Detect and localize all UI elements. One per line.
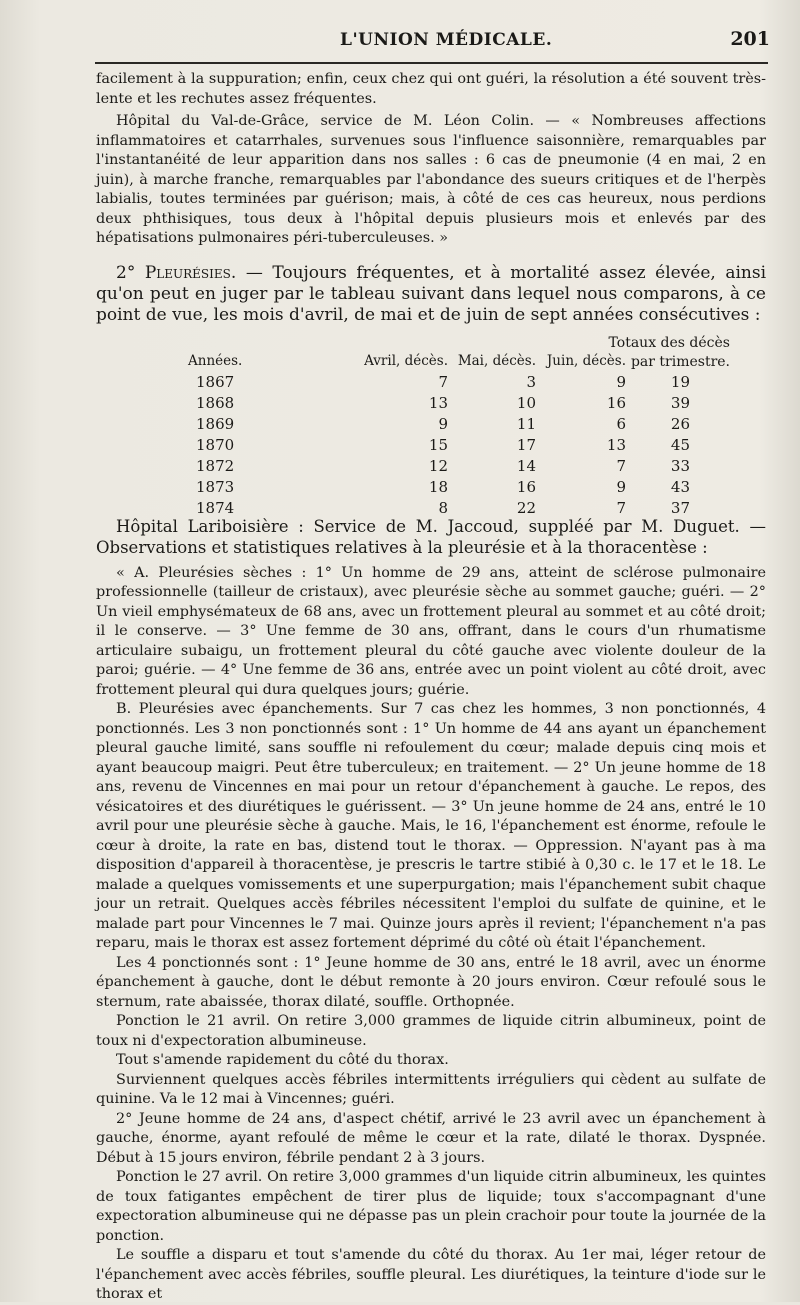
observation-c5: 2° Jeune homme de 24 ans, d'aspect chétif, arrivé le 23 avril avec un épanchement à gauche, énorme, ayant refoulé de même le cœur et la rate, dilaté le thorax. Dyspnée. Début à 15 jours environ, fébrile pendant 2 à 3 jours. (96, 1110, 766, 1166)
cell-april: 7 (438, 373, 448, 392)
running-title: L'UNION MÉDICALE. (340, 30, 553, 50)
header-june: Juin, décès. (546, 353, 626, 370)
cell-may: 3 (526, 373, 536, 392)
cell-april: 18 (428, 478, 448, 497)
header-total-line2: par trimestre. (630, 354, 730, 370)
cell-total: 45 (670, 436, 690, 455)
cell-year: 1872 (196, 457, 235, 476)
observation-c6: Ponction le 27 avril. On retire 3,000 grammes d'un liquide citrin albumineux, les quintes de toux fatigantes empêchent de tirer plus de liquide; toux s'accompagnant d'une expectoration albumineuse qui ne dépasse pas un plein crachoir pour toute la journée de la ponction. (96, 1169, 766, 1244)
cell-june: 9 (616, 478, 626, 497)
paragraph-val-de-grace: Hôpital du Val-de-Grâce, service de M. Léon Colin. — « Nombreuses affections inflammatoires et catarrhales, survenues sous l'influence saisonnière, remarquables par l'instantanéité de leur apparition dans nos salles : 6 cas de pneumonie (4 en mai, 2 en juin), à marche franche, remarquables par l'abondance des sueurs critiques et de l'herpès labialis, toutes terminées par guérison; mais, à côté de ces cas heureux, nous perdions deux phthisiques, tous deux à l'hôpital depuis plusieurs mois et enlevés par des hépatisations pulmonaires péri-tuberculeuses. » (96, 113, 766, 246)
observation-c2: Ponction le 21 avril. On retire 3,000 grammes de liquide citrin albumineux, point de toux ni d'expectoration albumineuse. (96, 1013, 766, 1049)
header-may: Mai, décès. (457, 353, 536, 370)
table-row (188, 436, 728, 457)
section-pleuresies (96, 263, 766, 326)
cell-total: 33 (670, 457, 690, 476)
cell-june: 7 (616, 457, 626, 476)
observation-a: « A. Pleurésies sèches : 1° Un homme de 29 ans, atteint de sclérose pulmonaire professionnelle (tailleur de cristaux), avec pleurésie sèche au sommet gauche; guéri. — 2° Un vieil emphysémateux de 68 ans, avec un frottement pleural au sommet et au côté droit; il le conserve. — 3° Une femme de 30 ans, offrant, dans le cours d'un rhumatisme articulaire subaigu, un frottement pleural du côté gauche avec violente douleur de la paroi; guérie. — 4° Une femme de 36 ans, entrée avec un point violent au côté droit, avec frottement pleural qui dura quelques jours; guérie. (96, 564, 766, 698)
observation-c7: Le souffle a disparu et tout s'amende du côté du thorax. Au 1er mai, léger retour de l'épanchement avec accès fébriles, souffle pleural. Les diurétiques, la teinture d'iode sur le thorax et (96, 1247, 766, 1302)
cell-april: 8 (438, 499, 448, 518)
cell-may: 10 (516, 394, 536, 413)
table-row (188, 499, 728, 520)
table-row (188, 457, 728, 478)
cell-june: 6 (616, 415, 626, 434)
cell-year: 1874 (196, 499, 235, 518)
observations (96, 564, 766, 1305)
cell-total: 43 (670, 478, 690, 497)
header-april: Avril, décès. (364, 353, 448, 370)
page-number: 201 (730, 28, 770, 50)
table-row (188, 415, 728, 436)
table-row (188, 373, 728, 394)
table-header-row (188, 352, 728, 373)
cell-april: 13 (428, 394, 448, 413)
cell-may: 11 (516, 415, 536, 434)
observation-c3: Tout s'amende rapidement du côté du thorax. (116, 1052, 449, 1068)
observation-b: B. Pleurésies avec épanchements. Sur 7 cas chez les hommes, 3 non ponctionnés, 4 ponctionnés. Les 3 non ponctionnés sont : 1° Un homme de 44 ans ayant un épanchement pleural gauche limité, sans souffle ni refoulement du cœur; malade depuis cinq mois et ayant beaucoup maigri. Peut être tuberculeux; en traitement. — 2° Un jeune homme de 18 ans, revenu de Vincennes en mai pour un retour d'épanchement à gauche. Le repos, des vésicatoires et des diurétiques le guérissent. — 3° Un jeune homme de 24 ans, entré le 10 avril pour une pleurésie sèche à gauche. Mais, le 16, l'épanchement est énorme, refoule le cœur à droite, la rate en bas, distend tout le thorax. — Oppression. N'ayant pas à ma disposition d'appareil à thoracentèse, je prescris le tartre stibié à 0,30 c. le 17 et le 18. Le malade a quelques vomissements et une superpurgation; mais l'épanchement subit chaque jour un retrait. Quelques accès fébriles nécessitent l'emploi du sulfate de quinine, et le malade part pour Vincennes le 7 mai. Quinze jours après il revient; l'épanchement n'a pas reparu, mais le thorax est assez fortement déprimé du côté où était l'épanchement. (96, 701, 766, 951)
cell-april: 12 (428, 457, 448, 476)
cell-total: 39 (670, 394, 690, 413)
cell-june: 13 (606, 436, 626, 455)
cell-june: 7 (616, 499, 626, 518)
cell-year: 1873 (196, 478, 235, 497)
header-total-line1: Totaux des décès (608, 334, 730, 351)
cell-total: 26 (670, 415, 690, 434)
cell-year: 1870 (196, 436, 235, 455)
cell-may: 14 (516, 457, 536, 476)
cell-april: 9 (438, 415, 448, 434)
cell-total: 37 (670, 499, 690, 518)
cell-total: 19 (670, 373, 690, 392)
observation-c1: Les 4 ponctionnés sont : 1° Jeune homme de 30 ans, entré le 18 avril, avec un énorme épanchement à gauche, dont le début remonte à 20 jours environ. Cœur refoulé sous le sternum, rate abaissée, thorax dilaté, souffle. Orthopnée. (96, 954, 766, 1010)
page-header (90, 28, 770, 60)
cell-year: 1869 (196, 415, 235, 434)
cell-june: 9 (616, 373, 626, 392)
cell-year: 1868 (196, 394, 235, 413)
cell-may: 17 (516, 436, 536, 455)
table-row (188, 394, 728, 415)
paragraph-lariboisiere: Hôpital Lariboisière : Service de M. Jaccoud, suppléé par M. Duguet. — Observations et statistiques relatives à la pleurésie et à la thoracentèse : (96, 516, 766, 557)
section-number: 2° (116, 262, 136, 283)
paragraph-suppuration: facilement à la suppuration; enfin, ceux chez qui ont guéri, la résolution a été souvent très-lente et les rechutes assez fréquentes. (96, 71, 766, 107)
cell-may: 22 (516, 499, 536, 518)
observation-c4: Surviennent quelques accès fébriles intermittents irréguliers qui cèdent au sulfate de quinine. Va le 12 mai à Vincennes; guéri. (96, 1071, 766, 1107)
cell-april: 15 (428, 436, 448, 455)
mortality-table (96, 332, 766, 518)
table-row (188, 478, 728, 499)
cell-year: 1867 (196, 373, 235, 392)
page-body (96, 70, 766, 1305)
cell-may: 16 (516, 478, 536, 497)
cell-june: 16 (606, 394, 626, 413)
header-blank (626, 352, 728, 373)
stats-table (188, 352, 728, 520)
header-year: Années. (188, 353, 243, 370)
section-heading: Pleurésies. (144, 262, 237, 283)
section-intro: — Toujours fréquentes, et à mortalité assez élevée, ainsi qu'on peut en juger par le tableau suivant dans lequel nous comparons, à ce point de vue, les mois d'avril, de mai et de juin de sept années consécutives : (96, 262, 767, 325)
header-rule (95, 62, 768, 64)
